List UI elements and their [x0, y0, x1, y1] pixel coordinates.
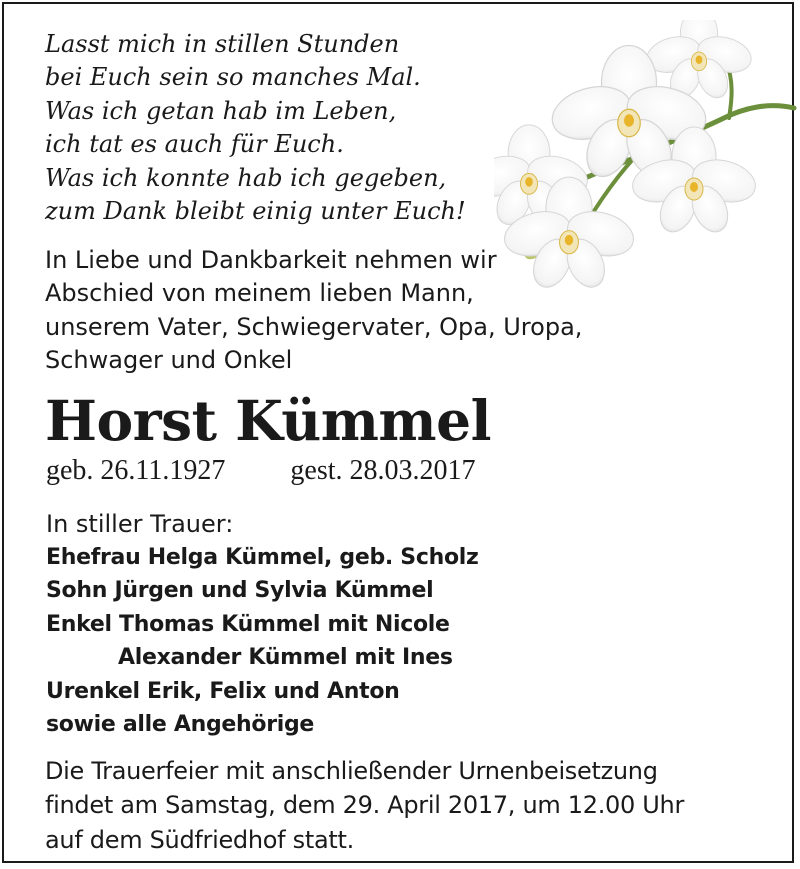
birth-date: geb. 26.11.1927	[46, 455, 226, 486]
poem-line: zum Dank bleibt einig unter Euch!	[45, 197, 466, 226]
intro-line: Abschied von meinem lieben Mann,	[45, 279, 474, 308]
intro-line: In Liebe und Dankbarkeit nehmen wir	[45, 246, 497, 274]
intro-line: unserem Vater, Schwiegervater, Opa, Uropa,	[45, 312, 583, 341]
intro-line: Schwager und Onkel	[45, 345, 293, 374]
poem-line: bei Euch sein so manches Mal.	[45, 63, 421, 92]
funeral-line: auf dem Südfriedhof statt.	[45, 825, 354, 854]
poem-line: Lasst mich in stillen Stunden	[45, 30, 400, 58]
mourner-line: Enkel Thomas Kümmel mit Nicole	[46, 611, 450, 637]
poem-line: ich tat es auch für Euch.	[45, 130, 344, 159]
mourner-line: Sohn Jürgen und Sylvia Kümmel	[46, 578, 434, 604]
mourning-label: In stiller Trauer:	[46, 510, 234, 538]
death-date: gest. 28.03.2017	[290, 455, 476, 486]
funeral-details	[45, 754, 684, 857]
mourner-line: Alexander Kümmel mit Ines	[118, 645, 453, 671]
life-dates	[46, 454, 476, 488]
poem-line: Was ich getan hab im Leben,	[45, 96, 397, 125]
mourners-list	[46, 541, 479, 741]
funeral-line: findet am Samstag, dem 29. April 2017, um 12.00 Uhr	[45, 791, 685, 820]
memorial-poem	[45, 28, 466, 228]
obituary-notice	[2, 2, 794, 863]
funeral-line: Die Trauerfeier mit anschließender Urnenbeisetzung	[45, 757, 658, 785]
poem-line: Was ich konnte hab ich gegeben,	[45, 163, 447, 192]
mourner-line: Urenkel Erik, Felix und Anton	[46, 678, 400, 704]
mourner-line: Ehefrau Helga Kümmel, geb. Scholz	[46, 545, 479, 570]
mourner-line: sowie alle Angehörige	[46, 712, 315, 738]
farewell-intro	[45, 244, 582, 377]
deceased-name: Horst Kümmel	[45, 388, 492, 453]
